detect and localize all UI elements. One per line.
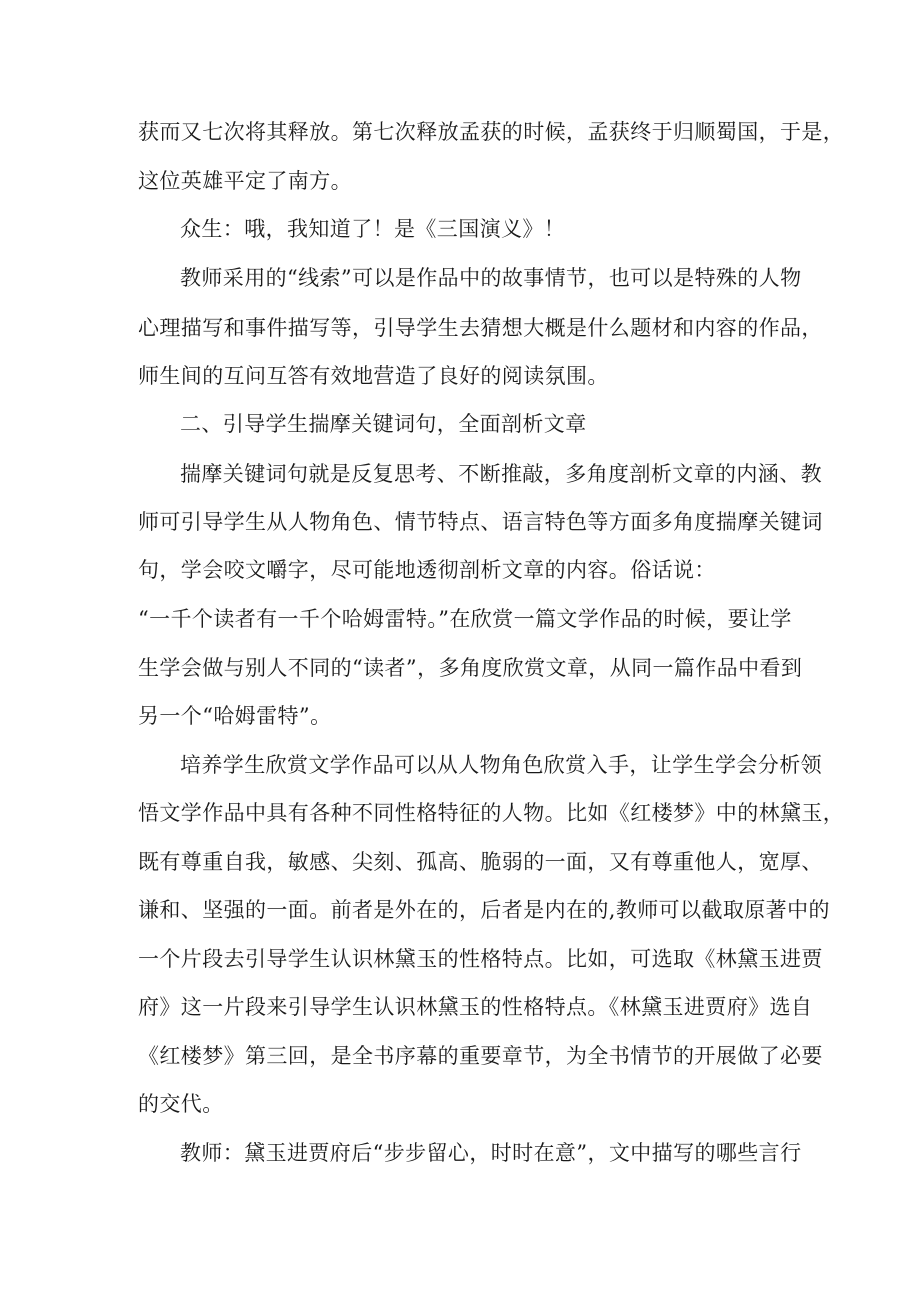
- text-line: 生学会做与别人不同的“读者”，多角度欣赏文章，从同一篇作品中看到: [138, 656, 803, 680]
- text-line: 谦和、坚强的一面。前者是外在的，后者是内在的,教师可以截取原著中的: [138, 898, 830, 922]
- paragraph-start: 培养学生欣赏文学作品可以从人物角色欣赏入手，让学生学会分析领: [180, 753, 822, 777]
- text-line: 师生间的互问互答有效地营造了良好的阅读氛围。: [138, 364, 609, 388]
- paragraph-start: 教师采用的“线索”可以是作品中的故事情节，也可以是特殊的人物: [180, 266, 802, 290]
- paragraph-start: 揣摩关键词句就是反复思考、不断推敲，多角度剖析文章的内涵、教: [180, 462, 822, 486]
- text-line: 师可引导学生从人物角色、情节特点、语言特色等方面多角度揣摩关键词: [138, 510, 823, 534]
- text-line: 句，学会咬文嚼字，尽可能地透彻剖析文章的内容。俗话说：: [138, 558, 716, 582]
- text-line: 的交代。: [138, 1092, 224, 1116]
- text-line: 既有尊重自我，敏感、尖刻、孤高、脆弱的一面，又有尊重他人，宽厚、: [138, 850, 823, 874]
- section-heading: 二、引导学生揣摩关键词句，全面剖析文章: [180, 412, 587, 436]
- text-line: 府》这一片段来引导学生认识林黛玉的性格特点。《林黛玉进贾府》选自: [138, 995, 813, 1019]
- text-line: 获而又七次将其释放。第七次释放孟获的时候，孟获终于归顺蜀国，于是，: [138, 120, 845, 144]
- text-line: 悟文学作品中具有各种不同性格特征的人物。比如《红楼梦》中的林黛玉，: [138, 801, 845, 825]
- text-line: 《红楼梦》第三回，是全书序幕的重要章节，为全书情节的开展做了必要: [138, 1044, 823, 1068]
- text-line: 心理描写和事件描写等，引导学生去猜想大概是什么题材和内容的作品，: [138, 316, 823, 340]
- dialogue-line: 教师：黛玉进贾府后“步步留心，时时在意”，文中描写的哪些言行: [180, 1141, 802, 1165]
- dialogue-line: 众生：哦，我知道了！是《三国演义》！: [180, 217, 566, 241]
- text-line: “一千个读者有一千个哈姆雷特。”在欣赏一篇文学作品的时候，要让学: [138, 607, 792, 631]
- text-line: 另一个“哈姆雷特”。: [138, 704, 332, 728]
- text-line: 一个片段去引导学生认识林黛玉的性格特点。比如，可选取《林黛玉进贾: [138, 947, 823, 971]
- text-line: 这位英雄平定了南方。: [138, 169, 352, 193]
